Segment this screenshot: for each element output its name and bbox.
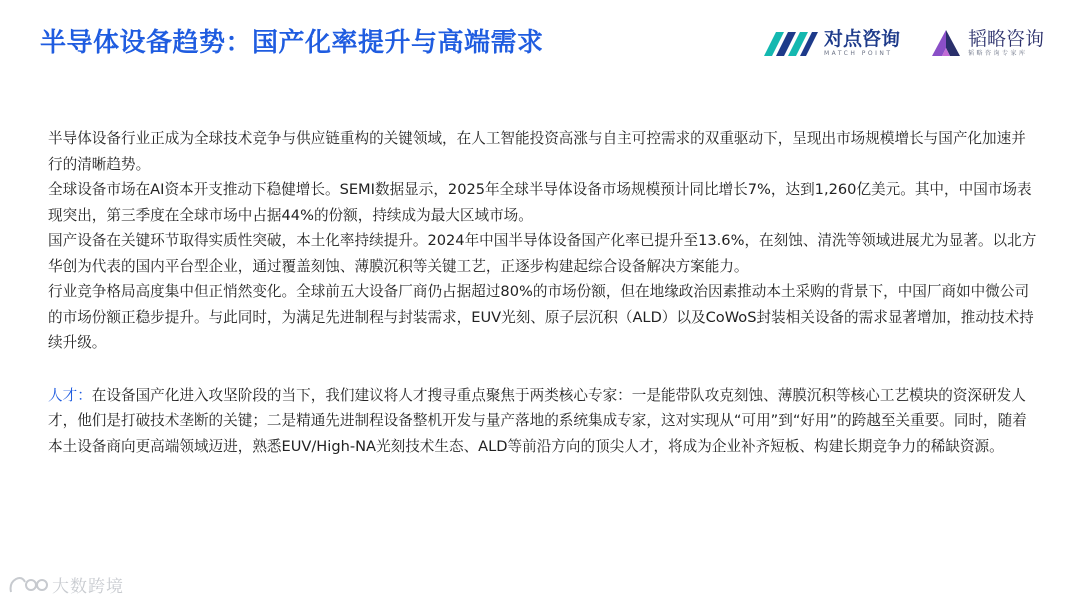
page-title: 半导体设备趋势：国产化率提升与高端需求 xyxy=(40,28,544,58)
paragraph-competition: 行业竞争格局高度集中但正悄然变化。全球前五大设备厂商仍占据超过80%的市场份额，但在地缘政治因素推动本土采购的背景下，中国厂商如中微公司的市场份额正稳步提升。与此同时，为满足先进制程与封装需求，EUV光刻、原子层沉积（ALD）以及CoWoS封装相关设备的需求显著增加，推动技术持续升级。 xyxy=(48,283,1034,351)
duidian-logo-subtitle: MATCH POINT xyxy=(824,49,893,57)
body-content xyxy=(48,126,1038,459)
paragraph-spacer xyxy=(48,356,1038,383)
paragraph-intro: 半导体设备行业正成为全球技术竞争与供应链重构的关键领域，在人工智能投资高涨与自主可控需求的双重驱动下，呈现出市场规模增长与国产化加速并行的清晰趋势。 xyxy=(48,130,1026,173)
duidian-logo-name: 对点咨询 xyxy=(824,27,901,50)
paragraph-global-market: 全球设备市场在AI资本开支推动下稳健增长。SEMI数据显示，2025年全球半导体设备市场规模预计同比增长7%，达到1,260亿美元。其中，中国市场表现突出，第三季度在全球市场中占据44%的份额，持续成为最大区域市场。 xyxy=(48,181,1032,224)
taolue-logo-icon xyxy=(930,28,962,58)
paragraph-localization: 国产设备在关键环节取得实质性突破，本土化率持续提升。2024年中国半导体设备国产化率已提升至13.6%，在刻蚀、清洗等领域进展尤为显著。以北方华创为代表的国内平台型企业，通过覆盖刻蚀、薄膜沉积等关键工艺，正逐步构建起综合设备解决方案能力。 xyxy=(48,232,1037,275)
watermark-text: 大数跨境 xyxy=(52,577,124,597)
paragraph-talent xyxy=(48,383,1038,460)
taolue-logo-name: 韬略咨询 xyxy=(968,27,1045,50)
talent-text: 在设备国产化进入攻坚阶段的当下，我们建议将人才搜寻重点聚焦于两类核心专家：一是能带队攻克刻蚀、薄膜沉积等核心工艺模块的资深研发人才，他们是打破技术垄断的关键；二是精通先进制程设备整机开发与量产落地的系统集成专家，这对实现从“可用”到“好用”的跨越至关重要。同时，随着本土设备商向更高端领域迈进，熟悉EUV/High-NA光刻技术生态、ALD等前沿方向的顶尖人才，将成为企业补齐短板、构建长期竞争力的稀缺资源。 xyxy=(48,386,1027,455)
taolue-logo xyxy=(930,28,1044,58)
talent-label: 人才： xyxy=(48,386,92,404)
watermark xyxy=(8,572,124,597)
duidian-logo-icon xyxy=(762,28,818,58)
taolue-logo-subtitle: 韬略咨询专家库 xyxy=(968,49,1028,57)
duidian-logo xyxy=(762,28,900,58)
watermark-logo-icon xyxy=(8,574,48,596)
